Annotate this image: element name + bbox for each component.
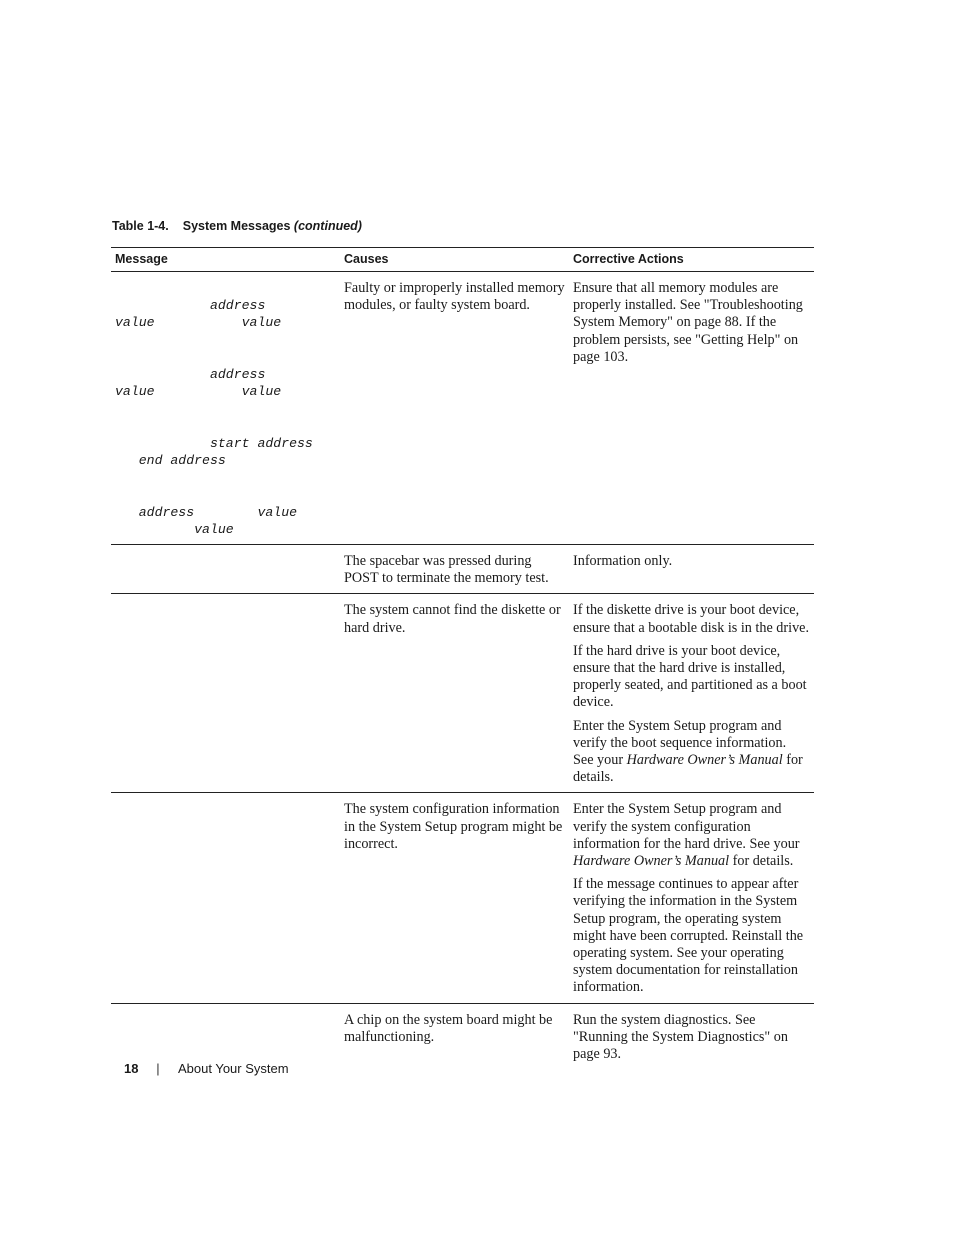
table-row: [111, 1003, 814, 1069]
message-line: [115, 349, 336, 366]
cell-message: [111, 544, 340, 593]
table-caption: [112, 219, 362, 233]
message-line: value value: [115, 315, 282, 331]
header-message: Message: [111, 248, 340, 272]
message-line: [115, 332, 336, 349]
table-caption-continued: (continued): [293, 219, 362, 233]
action-text-part: for details.: [729, 852, 794, 869]
message-line: value: [115, 521, 234, 537]
action-text-part: Enter the System Setup program and verify the system configuration information for the hard drive. See your: [573, 801, 800, 852]
action-text: [573, 801, 810, 870]
action-text: If the message continues to appear after verifying the information in the System Setup program, the operating system might have been corrupted. Reinstall the operating system. See your operating system documentation for reinstallation information.: [573, 876, 804, 996]
footer-separator: |: [156, 1061, 160, 1076]
cause-text: The spacebar was pressed during POST to terminate the memory test.: [344, 552, 549, 587]
message-line: [115, 469, 336, 486]
cell-message: [111, 1003, 340, 1069]
cell-message: [111, 272, 340, 545]
action-text: Information only.: [573, 552, 673, 569]
message-line: [115, 418, 336, 435]
table-body: [111, 272, 814, 1070]
message-line: address: [115, 298, 266, 314]
header-corrective-actions: Corrective Actions: [569, 248, 814, 272]
table-row: [111, 544, 814, 593]
message-line: [115, 280, 336, 297]
action-text-part: for details.: [573, 751, 803, 786]
action-text: Run the system diagnostics. See "Running the System Diagnostics" on page 93.: [573, 1011, 788, 1063]
table-row: [111, 594, 814, 793]
message-line: [115, 486, 336, 503]
cell-causes: [340, 544, 569, 593]
table-header-row: [111, 248, 814, 272]
message-line: address: [115, 366, 266, 382]
cell-corrective-actions: [569, 544, 814, 593]
cell-causes: [340, 793, 569, 1003]
cell-causes: [340, 1003, 569, 1069]
page-footer: [124, 1061, 289, 1076]
cause-text: The system configuration information in the System Setup program might be incorrect.: [344, 801, 563, 852]
message-line: end address: [115, 452, 226, 468]
cell-message: [111, 793, 340, 1003]
action-text: Ensure that all memory modules are properly installed. See "Troubleshooting System Memory" on page 88. If the problem persists, see "Getting Help" on page 103.: [573, 280, 803, 365]
cell-causes: [340, 272, 569, 545]
manual-title: Hardware Owner’s Manual: [573, 852, 730, 869]
cell-corrective-actions: [569, 1003, 814, 1069]
cause-text: Faulty or improperly installed memory modules, or faulty system board.: [344, 280, 565, 314]
system-messages-table: [111, 247, 814, 1069]
action-text: [573, 718, 810, 787]
message-line: start address: [115, 435, 313, 451]
cell-corrective-actions: [569, 272, 814, 545]
table-row: [111, 793, 814, 1003]
action-text: If the hard drive is your boot device, ensure that the hard drive is installed, properly seated, and partitioned as a boot device.: [573, 642, 807, 711]
table-caption-label: Table 1-4.: [112, 219, 169, 233]
cell-message: [111, 594, 340, 793]
header-causes: Causes: [340, 248, 569, 272]
table-caption-title: System Messages: [182, 219, 291, 233]
message-line: [115, 400, 336, 417]
page-number: 18: [124, 1061, 139, 1076]
cell-causes: [340, 594, 569, 793]
action-text: If the diskette drive is your boot device, ensure that a bootable disk is in the drive.: [573, 602, 810, 636]
cause-text: A chip on the system board might be malfunctioning.: [344, 1011, 553, 1045]
cell-corrective-actions: [569, 594, 814, 793]
cell-corrective-actions: [569, 793, 814, 1003]
cause-text: The system cannot find the diskette or hard drive.: [344, 602, 561, 636]
message-line: address value: [115, 504, 298, 520]
action-text-part: Enter the System Setup program and verify the boot sequence information. See your: [573, 717, 787, 768]
footer-section-title: About Your System: [178, 1061, 289, 1076]
table-row: [111, 272, 814, 545]
manual-title: Hardware Owner’s Manual: [626, 751, 783, 768]
message-line: value value: [115, 384, 282, 400]
